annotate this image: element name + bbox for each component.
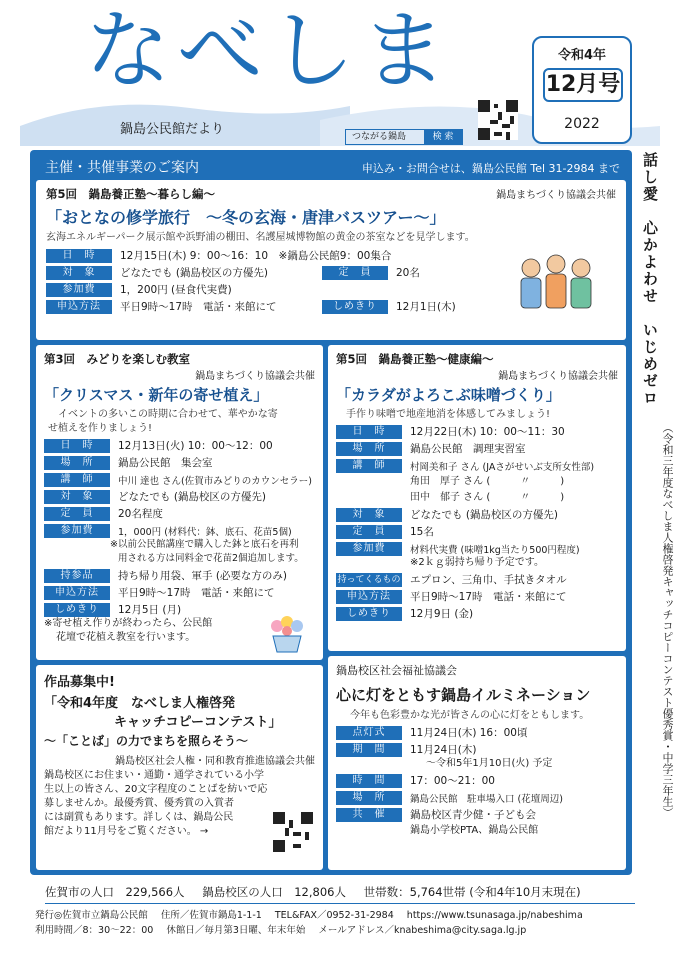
info-value: 11月24日(木): [410, 744, 477, 756]
info-label: 持参品: [44, 569, 110, 583]
household-count: 世帯数：5,764世帯 (令和4年10月末現在): [363, 885, 581, 899]
slogan-credit: （令和三年度なべしま人権啓発キャッチコピーコンテスト優秀賞・中学三年生）: [661, 422, 674, 818]
opening-hours: 利用時間／8：30～22：00: [35, 925, 154, 936]
event-description: 今年も色彩豊かな光が皆さんの心に灯をともします。: [350, 710, 590, 721]
info-label: しめきり: [322, 300, 388, 314]
closed-days: 休館日／毎月第3日曜、年末年始: [166, 925, 306, 936]
info-value: 村岡美和子 さん (JAさがせいぶ支所女性部): [410, 461, 595, 473]
info-label: 持ってくるもの: [337, 574, 401, 585]
travelers-illustration-icon: [506, 250, 606, 320]
event-kicker: 第3回 みどりを楽しむ教室: [44, 352, 191, 366]
info-row: [336, 807, 618, 822]
event-title: 「クリスマス・新年の寄せ植え」: [44, 386, 269, 404]
issue-month: 12月号: [543, 68, 623, 102]
info-row: [336, 424, 618, 439]
flower-pot-icon: [265, 614, 309, 654]
info-label: しめきり: [336, 607, 402, 621]
population-line: [45, 884, 635, 904]
info-row: [44, 506, 315, 521]
section-title: 主催・共催事業のご案内: [45, 160, 199, 176]
info-label: 講 師: [336, 459, 402, 473]
info-label: 場 所: [336, 791, 402, 805]
info-row: [336, 606, 618, 621]
info-value: 平日9時～17時 電話・来館にて: [118, 587, 275, 599]
event-organizer: 鍋島校区社会人権・同和教育推進協議会共催: [115, 756, 315, 767]
section-contact: 申込み・お問合せは、鍋島公民館 Tel 31-2984 まで: [361, 162, 620, 175]
search-text: つながる鍋島: [352, 132, 407, 142]
publisher: 発行◎佐賀市立鍋島公民館: [35, 910, 148, 921]
cohost-extra: 鍋島小学校PTA、鍋島公民館: [410, 825, 539, 836]
info-value: 1，200円 (昼食代実費): [120, 284, 232, 296]
event-body: 生以上の皆さん、20文字程度のことばを紡いで応: [44, 784, 268, 795]
newsletter-subtitle: 鍋島公民館だより: [120, 122, 225, 137]
event-title: 「令和4年度 なべしま人権啓発: [44, 696, 236, 711]
info-row: [46, 299, 516, 314]
note-text: ※以前公民館講座で購入した鉢と底石を再利: [110, 539, 299, 550]
info-value: どなたでも (鍋島校区の方優先): [120, 267, 269, 279]
info-label: 参加費: [46, 283, 112, 297]
info-value: 12月15日(木) 9：00～16：10 ※鍋島公民館9：00集合: [120, 250, 392, 262]
note-text: ※寄せ植え作りが終わったら、公民館: [44, 618, 213, 629]
info-value: 12月5日 (月): [118, 604, 182, 616]
info-row: [44, 585, 315, 600]
issue-year: 2022: [564, 116, 600, 132]
info-value: どなたでも (鍋島校区の方優先): [118, 491, 267, 503]
event-title: キャッチコピーコンテスト」: [114, 715, 282, 730]
slogan-column: [635, 152, 675, 880]
info-label: 参加費: [336, 542, 402, 556]
lecturer-name: 角田 厚子 さん ( 〃 ): [410, 476, 565, 487]
event-yoseue: [36, 345, 323, 660]
info-value: 12月13日(火) 10：00～12：00: [118, 440, 273, 452]
info-label: しめきり: [44, 603, 110, 617]
lecturer-name: 田中 郁子 さん ( 〃 ): [410, 492, 565, 503]
info-row: [336, 572, 618, 587]
address: 住所／佐賀市鍋島1-1-1: [160, 910, 262, 921]
info-row: [336, 507, 618, 522]
issue-era: 令和4年: [557, 48, 607, 63]
info-label: 対 象: [336, 508, 402, 522]
info-label: 定 員: [44, 507, 110, 521]
period-end: ～令和5年1月10日(火) 予定: [426, 758, 553, 769]
info-value: 平日9時～17時 電話・来館にて: [120, 301, 277, 313]
hours-line: [35, 922, 645, 936]
note-text: 用される方は同料金で花苗2個追加します。: [118, 553, 304, 564]
info-row: [44, 489, 315, 504]
event-description: せ植えを作りましょう!: [48, 423, 153, 434]
event-miso: [328, 345, 626, 651]
event-organizer: 鍋島校区社会福祉協議会: [336, 664, 457, 677]
event-cohost: 鍋島まちづくり協議会共催: [498, 371, 618, 382]
event-body: 館だより11月号をご覧ください。 →: [44, 826, 209, 837]
info-row: [44, 472, 315, 487]
event-slogan: ～「ことば」の力でまちを照らそう～: [44, 734, 249, 748]
info-value: どなたでも (鍋島校区の方優先): [410, 509, 559, 521]
event-body: 募しませんか。最優秀賞、優秀賞の入賞者: [44, 798, 234, 809]
event-kicker: 第5回 鍋島養正塾～健康編～: [336, 352, 494, 366]
event-body: には副賞もあります。詳しくは、鍋島公民: [44, 812, 234, 823]
info-label: 期 間: [336, 743, 402, 757]
info-value: 17：00～21：00: [410, 775, 495, 787]
info-row: [336, 725, 618, 740]
info-value: 20名程度: [118, 508, 163, 520]
info-value: 鍋島公民館 調理実習室: [410, 443, 526, 455]
info-label: 講 師: [44, 473, 110, 487]
telephone: TEL&FAX／0952-31-2984: [274, 910, 394, 921]
qr-code-icon: [273, 812, 313, 852]
info-value: 材料代実費 (味噌1kg当たり500円程度): [410, 544, 580, 556]
event-kicker: 第5回 鍋島養正塾～暮らし編～: [46, 187, 215, 201]
issue-date-box: [532, 36, 632, 144]
info-row: [46, 248, 516, 263]
slogan-text: 話し愛 心かよわせ いじめゼロ: [641, 152, 659, 407]
publisher-line: [35, 907, 645, 921]
info-label: 定 員: [322, 266, 388, 280]
info-value: 鍋島公民館 駐車場入口 (花壇周辺): [410, 793, 563, 805]
info-label: 共 催: [336, 808, 402, 822]
newsletter-title: なべしま: [85, 1, 453, 101]
info-row: [336, 524, 618, 539]
info-row: [336, 541, 618, 556]
event-illumination: [328, 656, 626, 870]
info-row: [336, 458, 618, 473]
note-text: 花壇で花植え教室を行います。: [56, 632, 196, 643]
info-row: [336, 742, 618, 757]
info-row: [46, 265, 516, 280]
info-label: 対 象: [44, 490, 110, 504]
event-title: 「カラダがよろこぶ味噌づくり」: [336, 386, 561, 404]
email-link[interactable]: メールアドレス／knabeshima@city.saga.lg.jp: [318, 925, 527, 936]
website-link[interactable]: https://www.tsunasaga.jp/nabeshima: [406, 910, 583, 921]
info-value: 11月24日(木) 16：00頃: [410, 727, 528, 739]
event-description: 玄海エネルギーパーク展示館や浜野浦の棚田、名護屋城博物館の黄金の茶室などを見学します。: [46, 232, 475, 243]
info-label: 申込方法: [336, 590, 402, 604]
event-title: 心に灯をともす鍋島イルミネーション: [336, 686, 591, 704]
qr-code-icon: [478, 100, 518, 140]
note-text: ※2ｋｇ弱持ち帰り予定です。: [410, 557, 544, 568]
info-value: 持ち帰り用袋、軍手 (必要な方のみ): [118, 570, 288, 582]
info-label: 日 時: [46, 249, 112, 263]
info-label: 申込方法: [44, 586, 110, 600]
info-row: [46, 282, 516, 297]
info-value: 鍋島校区青少健・子ども会: [410, 809, 536, 821]
info-label: 定 員: [336, 525, 402, 539]
info-value: 12月1日(木): [396, 301, 456, 313]
info-value: 12月22日(木) 10：00～11：30: [410, 426, 565, 438]
info-label: 場 所: [44, 456, 110, 470]
info-row: [336, 790, 618, 805]
info-row: [44, 438, 315, 453]
district-population: 鍋島校区の人口 12,806人: [202, 885, 346, 899]
event-title: 「おとなの修学旅行 ～冬の玄海・唐津バスツアー～」: [46, 208, 446, 227]
info-value: 中川 達也 さん(佐賀市みどりのカウンセラー): [118, 475, 312, 487]
search-button: 検 索: [424, 130, 462, 144]
info-value: 1，000円 (材料代：鉢、底石、花苗5個): [118, 526, 292, 538]
event-body: 鍋島校区にお住まい・通勤・通学されている小学: [44, 770, 264, 781]
info-row: [336, 589, 618, 604]
masthead: [0, 0, 678, 150]
info-label: 場 所: [336, 442, 402, 456]
city-population: 佐賀市の人口 229,566人: [45, 885, 185, 899]
event-bus-tour: [36, 180, 626, 340]
event-description: 手作り味噌で地産地消を体感してみましょう!: [346, 409, 551, 420]
info-label: 参加費: [44, 524, 110, 538]
info-row: [336, 773, 618, 788]
search-box: [345, 129, 463, 145]
info-row: [44, 568, 315, 583]
info-label: 日 時: [44, 439, 110, 453]
info-row: [44, 455, 315, 470]
info-value: エプロン、三角巾、手拭きタオル: [410, 574, 567, 586]
info-row: [44, 523, 315, 538]
info-value: 20名: [396, 267, 420, 279]
info-label: 点灯式: [336, 726, 402, 740]
event-kicker: 作品募集中!: [44, 675, 115, 690]
info-value: 平日9時～17時 電話・来館にて: [410, 591, 567, 603]
event-cohost: 鍋島まちづくり協議会共催: [195, 371, 315, 382]
event-copy-contest: [36, 665, 323, 870]
event-cohost: 鍋島まちづくり協議会共催: [496, 190, 616, 201]
info-label: 日 時: [336, 425, 402, 439]
info-row: [336, 441, 618, 456]
info-value: 鍋島公民館 集会室: [118, 457, 213, 469]
info-label: 対 象: [46, 266, 112, 280]
event-description: イベントの多いこの時期に合わせて、華やかな寄: [58, 409, 278, 420]
info-value: 12月9日 (金): [410, 608, 474, 620]
info-label: 申込方法: [46, 300, 112, 314]
info-value: 15名: [410, 526, 434, 538]
info-label: 時 間: [336, 774, 402, 788]
